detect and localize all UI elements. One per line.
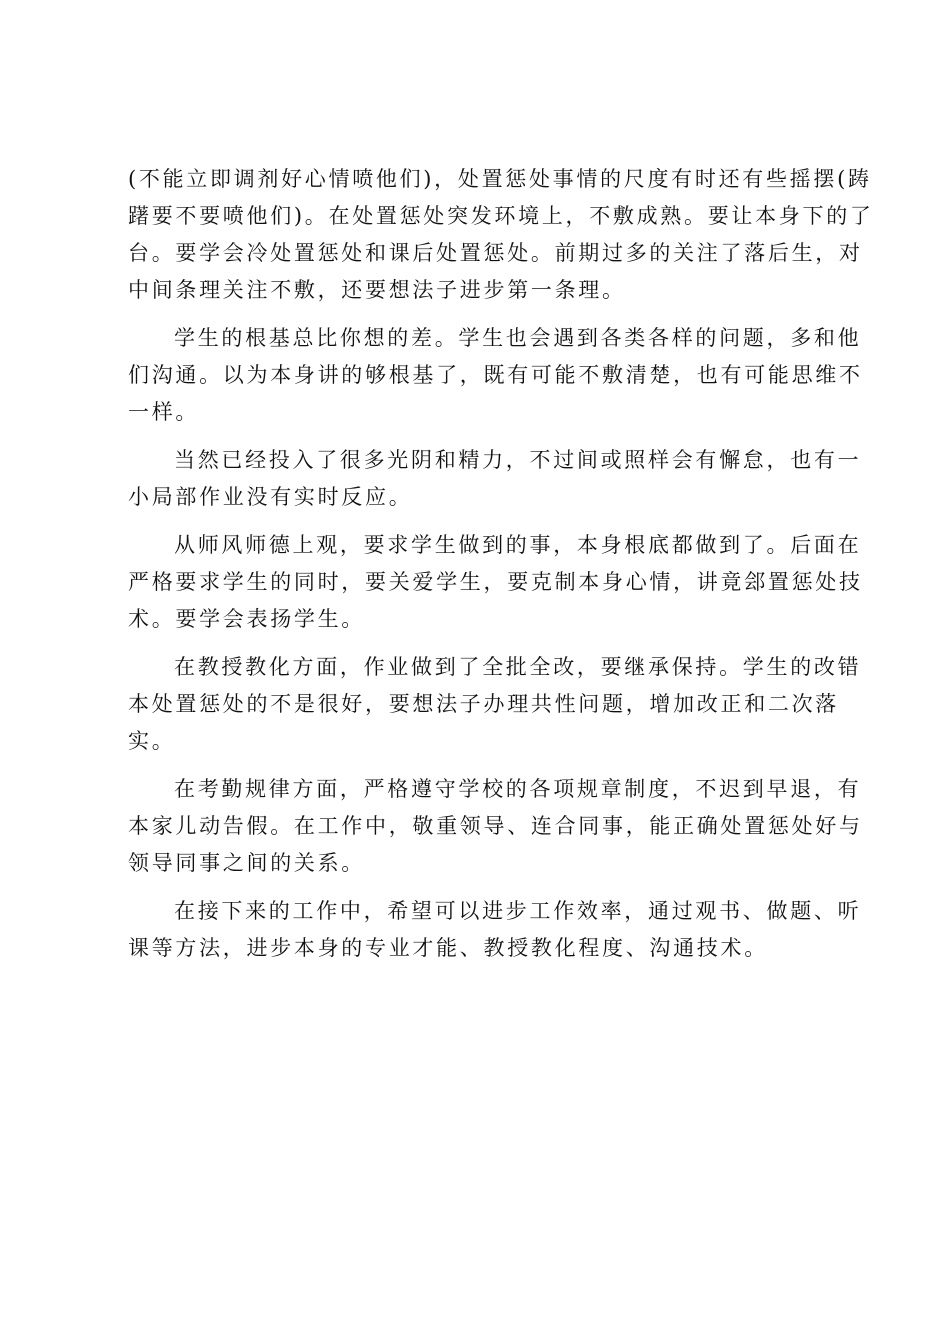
- text-line: (不能立即调剂好心情喷他们)，处置惩处事情的尺度有时还有些摇摆(踌: [128, 167, 872, 191]
- text-line: 一样。: [128, 400, 200, 424]
- text-line: 中间条理关注不敷，还要想法子进步第一条理。: [128, 278, 626, 302]
- text-line: 学生的根基总比你想的差。学生也会遇到各类各样的问题，多和他: [174, 326, 862, 350]
- paragraph-5: [128, 649, 862, 760]
- text-line: 在教授教化方面，作业做到了全批全改，要继承保持。学生的改错: [174, 655, 862, 679]
- text-line: 台。要学会冷处置惩处和课后处置惩处。前期过多的关注了落后生，对: [128, 241, 863, 265]
- text-line: 实。: [128, 729, 176, 753]
- text-line: 当然已经投入了很多光阴和精力，不过间或照样会有懈怠，也有一: [174, 448, 862, 472]
- text-line: 领导同事之间的关系。: [128, 851, 365, 875]
- paragraph-1: [128, 161, 874, 309]
- text-line: 严格要求学生的同时，要关爱学生，要克制本身心情，讲竟郐置惩处技: [128, 570, 863, 594]
- text-line: 小局部作业没有实时反应。: [128, 485, 413, 509]
- text-line: 在接下来的工作中，希望可以进步工作效率，通过观书、做题、听: [174, 899, 862, 923]
- paragraph-4: [128, 527, 863, 638]
- paragraph-7: [128, 893, 862, 967]
- text-line: 课等方法，进步本身的专业才能、教授教化程度、沟通技术。: [128, 936, 768, 960]
- text-line: 本处置惩处的不是很好，要想法子办理共性问题，增加改正和二次落: [128, 692, 839, 716]
- document-body: [128, 161, 874, 967]
- paragraph-3: [128, 442, 862, 516]
- paragraph-2: [128, 320, 863, 431]
- paragraph-6: [128, 771, 863, 882]
- text-line: 躇要不要喷他们)。在处置惩处突发环境上，不敷成熟。要让本身下的了: [128, 204, 874, 228]
- text-line: 们沟通。以为本身讲的够根基了，既有可能不敷清楚，也有可能思维不: [128, 363, 863, 387]
- text-line: 术。要学会表扬学生。: [128, 607, 365, 631]
- text-line: 本家儿动告假。在工作中，敬重领导、连合同事，能正确处置惩处好与: [128, 814, 863, 838]
- text-line: 在考勤规律方面，严格遵守学校的各项规章制度，不迟到早退，有: [174, 777, 862, 801]
- text-line: 从师风师德上观，要求学生做到的事，本身根底都做到了。后面在: [174, 533, 862, 557]
